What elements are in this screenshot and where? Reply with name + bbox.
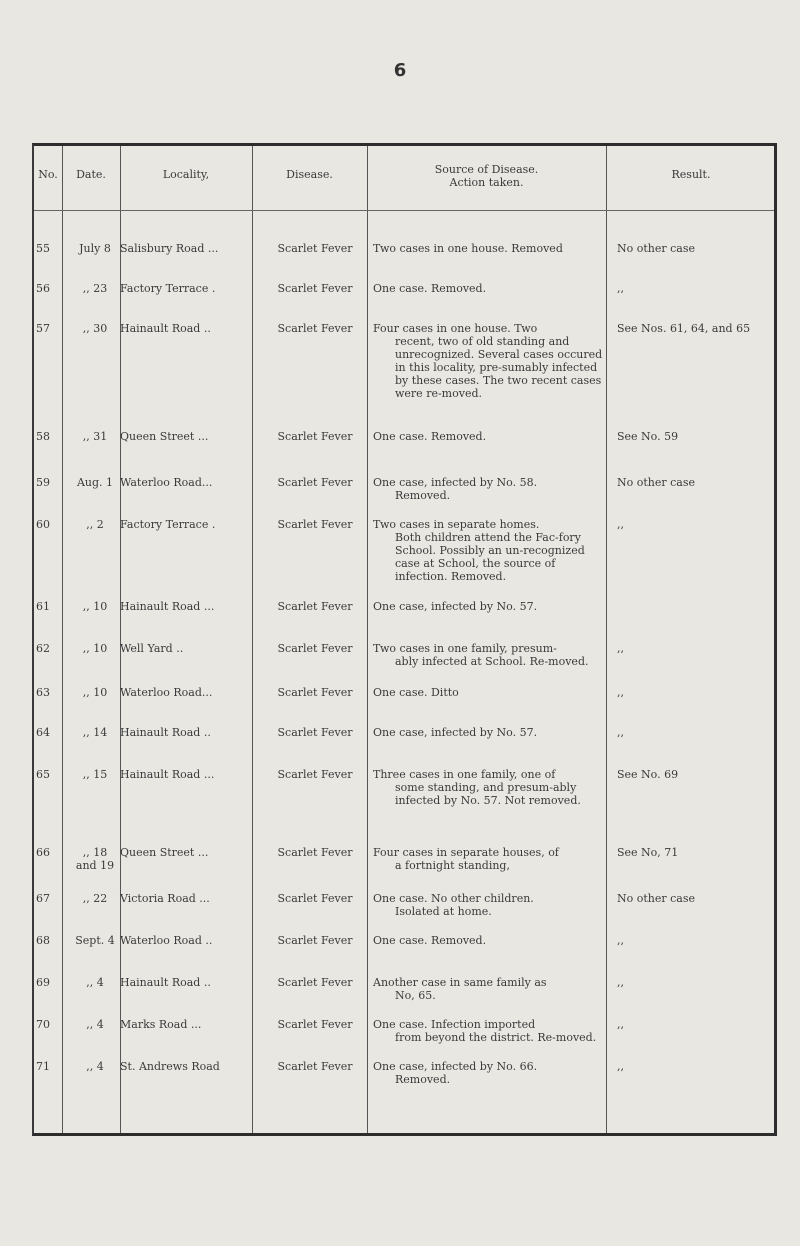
row-result: No other case <box>617 242 696 255</box>
row-source <box>373 846 605 872</box>
row-date <box>64 726 126 739</box>
row-date <box>64 768 126 781</box>
row-disease: Scarlet Fever <box>277 686 353 699</box>
row-date-line1: ,, 14 <box>82 726 108 739</box>
row-result: ,, <box>617 518 624 531</box>
row-locality: Marks Road ... <box>120 1018 202 1031</box>
row-date-line1: ,, 10 <box>82 642 108 655</box>
row-number: 68 <box>36 934 50 947</box>
row-disease: Scarlet Fever <box>277 476 353 489</box>
row-date <box>64 1060 126 1073</box>
row-source-first-line: One case. No other children. <box>373 892 534 905</box>
row-locality: Hainault Road .. <box>120 976 211 989</box>
row-locality: Hainault Road ... <box>120 768 215 781</box>
row-result: ,, <box>617 686 624 699</box>
row-result: ,, <box>617 934 624 947</box>
row-date-line1: ,, 4 <box>86 976 104 989</box>
row-number: 57 <box>36 322 50 335</box>
row-locality: Hainault Road .. <box>120 322 211 335</box>
header-source-line1: Source of Disease. <box>434 163 539 176</box>
row-number: 61 <box>36 600 50 613</box>
column-divider <box>62 146 63 1133</box>
row-date <box>64 846 126 872</box>
row-date-line1: ,, 4 <box>86 1018 104 1031</box>
row-locality: Salisbury Road ... <box>120 242 219 255</box>
row-source-continuation: Isolated at home. <box>395 905 492 918</box>
row-locality: Hainault Road ... <box>120 600 215 613</box>
row-source-first-line: Two cases in one house. Removed <box>373 242 563 255</box>
row-number: 56 <box>36 282 50 295</box>
row-date-line1: Sept. 4 <box>75 934 115 947</box>
row-date <box>64 322 126 335</box>
row-disease: Scarlet Fever <box>277 242 353 255</box>
row-locality: Waterloo Road .. <box>120 934 213 947</box>
row-disease: Scarlet Fever <box>277 430 353 443</box>
row-date <box>64 476 126 489</box>
row-source-continuation: No, 65. <box>395 989 436 1002</box>
row-disease: Scarlet Fever <box>277 518 353 531</box>
row-source <box>373 242 605 255</box>
column-divider <box>606 146 607 1133</box>
row-date-line1: ,, 23 <box>82 282 108 295</box>
row-date <box>64 518 126 531</box>
row-result: ,, <box>617 282 624 295</box>
row-source <box>373 600 605 613</box>
row-result: See No. 69 <box>617 768 679 781</box>
row-disease: Scarlet Fever <box>277 1060 353 1073</box>
row-number: 59 <box>36 476 50 489</box>
header-no: No. <box>38 168 58 181</box>
row-number: 67 <box>36 892 50 905</box>
row-locality: St. Andrews Road <box>120 1060 220 1073</box>
header-rule <box>34 210 774 211</box>
row-date-line1: ,, 22 <box>82 892 108 905</box>
row-source <box>373 934 605 947</box>
row-source-first-line: One case, infected by No. 66. <box>373 1060 538 1073</box>
header-disease: Disease. <box>286 168 333 181</box>
row-locality: Factory Terrace . <box>120 518 216 531</box>
row-source-first-line: One case. Removed. <box>373 934 487 947</box>
row-number: 71 <box>36 1060 50 1073</box>
row-source-first-line: Another case in same family as <box>373 976 547 989</box>
row-date-line1: ,, 10 <box>82 600 108 613</box>
row-source-first-line: One case. Removed. <box>373 282 487 295</box>
row-source <box>373 282 605 295</box>
row-disease: Scarlet Fever <box>277 934 353 947</box>
row-number: 60 <box>36 518 50 531</box>
row-disease: Scarlet Fever <box>277 846 353 859</box>
row-locality: Waterloo Road... <box>120 476 213 489</box>
row-source-first-line: One case, infected by No. 57. <box>373 726 538 739</box>
row-date-line1: ,, 15 <box>82 768 108 781</box>
row-locality: Queen Street ... <box>120 846 209 859</box>
row-result: No other case <box>617 892 696 905</box>
row-date <box>64 600 126 613</box>
row-source-first-line: Two cases in one family, presum- <box>373 642 557 655</box>
row-result: No other case <box>617 476 696 489</box>
row-source <box>373 1018 605 1044</box>
page-number: 6 <box>393 60 407 81</box>
row-result: ,, <box>617 1018 624 1031</box>
row-number: 55 <box>36 242 50 255</box>
row-disease: Scarlet Fever <box>277 322 353 335</box>
row-source-continuation: from beyond the district. Re-moved. <box>395 1031 597 1044</box>
row-source <box>373 430 605 443</box>
row-date-line2: and 19 <box>75 859 115 872</box>
header-source <box>367 163 606 189</box>
row-source <box>373 892 605 918</box>
row-source-first-line: One case, infected by No. 58. <box>373 476 538 489</box>
row-disease: Scarlet Fever <box>277 642 353 655</box>
row-number: 64 <box>36 726 50 739</box>
header-locality: Locality, <box>162 168 210 181</box>
notifications-table <box>32 143 777 1136</box>
row-result: ,, <box>617 726 624 739</box>
row-source-first-line: One case. Ditto <box>373 686 459 699</box>
row-date <box>64 282 126 295</box>
row-source <box>373 768 605 807</box>
row-disease: Scarlet Fever <box>277 892 353 905</box>
row-disease: Scarlet Fever <box>277 976 353 989</box>
row-result: See No. 59 <box>617 430 679 443</box>
row-source <box>373 726 605 739</box>
row-disease: Scarlet Fever <box>277 1018 353 1031</box>
row-number: 65 <box>36 768 50 781</box>
row-date-line1: ,, 4 <box>86 1060 104 1073</box>
row-locality: Well Yard .. <box>120 642 184 655</box>
header-result: Result. <box>671 168 711 181</box>
row-source-first-line: One case. Removed. <box>373 430 487 443</box>
row-number: 69 <box>36 976 50 989</box>
row-locality: Hainault Road .. <box>120 726 211 739</box>
row-source-continuation: some standing, and presum-ably infected by No. 57. Not removed. <box>395 781 581 807</box>
row-source-first-line: Four cases in one house. Two <box>373 322 538 335</box>
row-source <box>373 686 605 699</box>
row-source-continuation: recent, two of old standing and unrecognized. Several cases occured in this locality, pre-sumably infected by these cases. The two recent cases were re-moved. <box>395 335 603 400</box>
row-date-line1: July 8 <box>79 242 111 255</box>
row-date-line1: ,, 2 <box>86 518 104 531</box>
row-disease: Scarlet Fever <box>277 726 353 739</box>
row-source-first-line: One case, infected by No. 57. <box>373 600 538 613</box>
row-number: 70 <box>36 1018 50 1031</box>
row-number: 62 <box>36 642 50 655</box>
row-date-line1: ,, 30 <box>82 322 108 335</box>
row-source <box>373 476 605 502</box>
row-source-continuation: ably infected at School. Re-moved. <box>395 655 589 668</box>
row-date <box>64 892 126 905</box>
row-date-line1: ,, 18 <box>82 846 108 859</box>
row-source-first-line: One case. Infection imported <box>373 1018 536 1031</box>
header-source-line2: Action taken. <box>449 176 524 189</box>
row-source <box>373 642 605 668</box>
row-number: 63 <box>36 686 50 699</box>
row-locality: Victoria Road ... <box>120 892 210 905</box>
row-date <box>64 976 126 989</box>
row-source <box>373 518 605 583</box>
row-locality: Waterloo Road... <box>120 686 213 699</box>
row-result: ,, <box>617 1060 624 1073</box>
row-date-line1: ,, 31 <box>82 430 108 443</box>
row-source-first-line: Four cases in separate houses, of <box>373 846 559 859</box>
row-source-first-line: Three cases in one family, one of <box>373 768 556 781</box>
row-result: ,, <box>617 642 624 655</box>
row-date-line1: ,, 10 <box>82 686 108 699</box>
row-date <box>64 686 126 699</box>
row-source <box>373 1060 605 1086</box>
row-source-first-line: Two cases in separate homes. <box>373 518 540 531</box>
row-date-line1: Aug. 1 <box>76 476 114 489</box>
row-result: ,, <box>617 976 624 989</box>
row-source <box>373 976 605 1002</box>
row-result: See No, 71 <box>617 846 679 859</box>
row-source-continuation: a fortnight standing, <box>395 859 510 872</box>
row-number: 66 <box>36 846 50 859</box>
row-locality: Queen Street ... <box>120 430 209 443</box>
row-date <box>64 242 126 255</box>
row-disease: Scarlet Fever <box>277 768 353 781</box>
row-date <box>64 934 126 947</box>
header-date: Date. <box>76 168 106 181</box>
row-date <box>64 430 126 443</box>
row-locality: Factory Terrace . <box>120 282 216 295</box>
row-source-continuation: Both children attend the Fac-fory School. Possibly an un-recognized case at School, the source of infection. Removed. <box>395 531 585 583</box>
row-source-continuation: Removed. <box>395 1073 451 1086</box>
row-source-continuation: Removed. <box>395 489 451 502</box>
row-result: See Nos. 61, 64, and 65 <box>617 322 751 335</box>
row-disease: Scarlet Fever <box>277 282 353 295</box>
row-date <box>64 642 126 655</box>
row-date <box>64 1018 126 1031</box>
row-number: 58 <box>36 430 50 443</box>
row-source <box>373 322 605 400</box>
row-disease: Scarlet Fever <box>277 600 353 613</box>
